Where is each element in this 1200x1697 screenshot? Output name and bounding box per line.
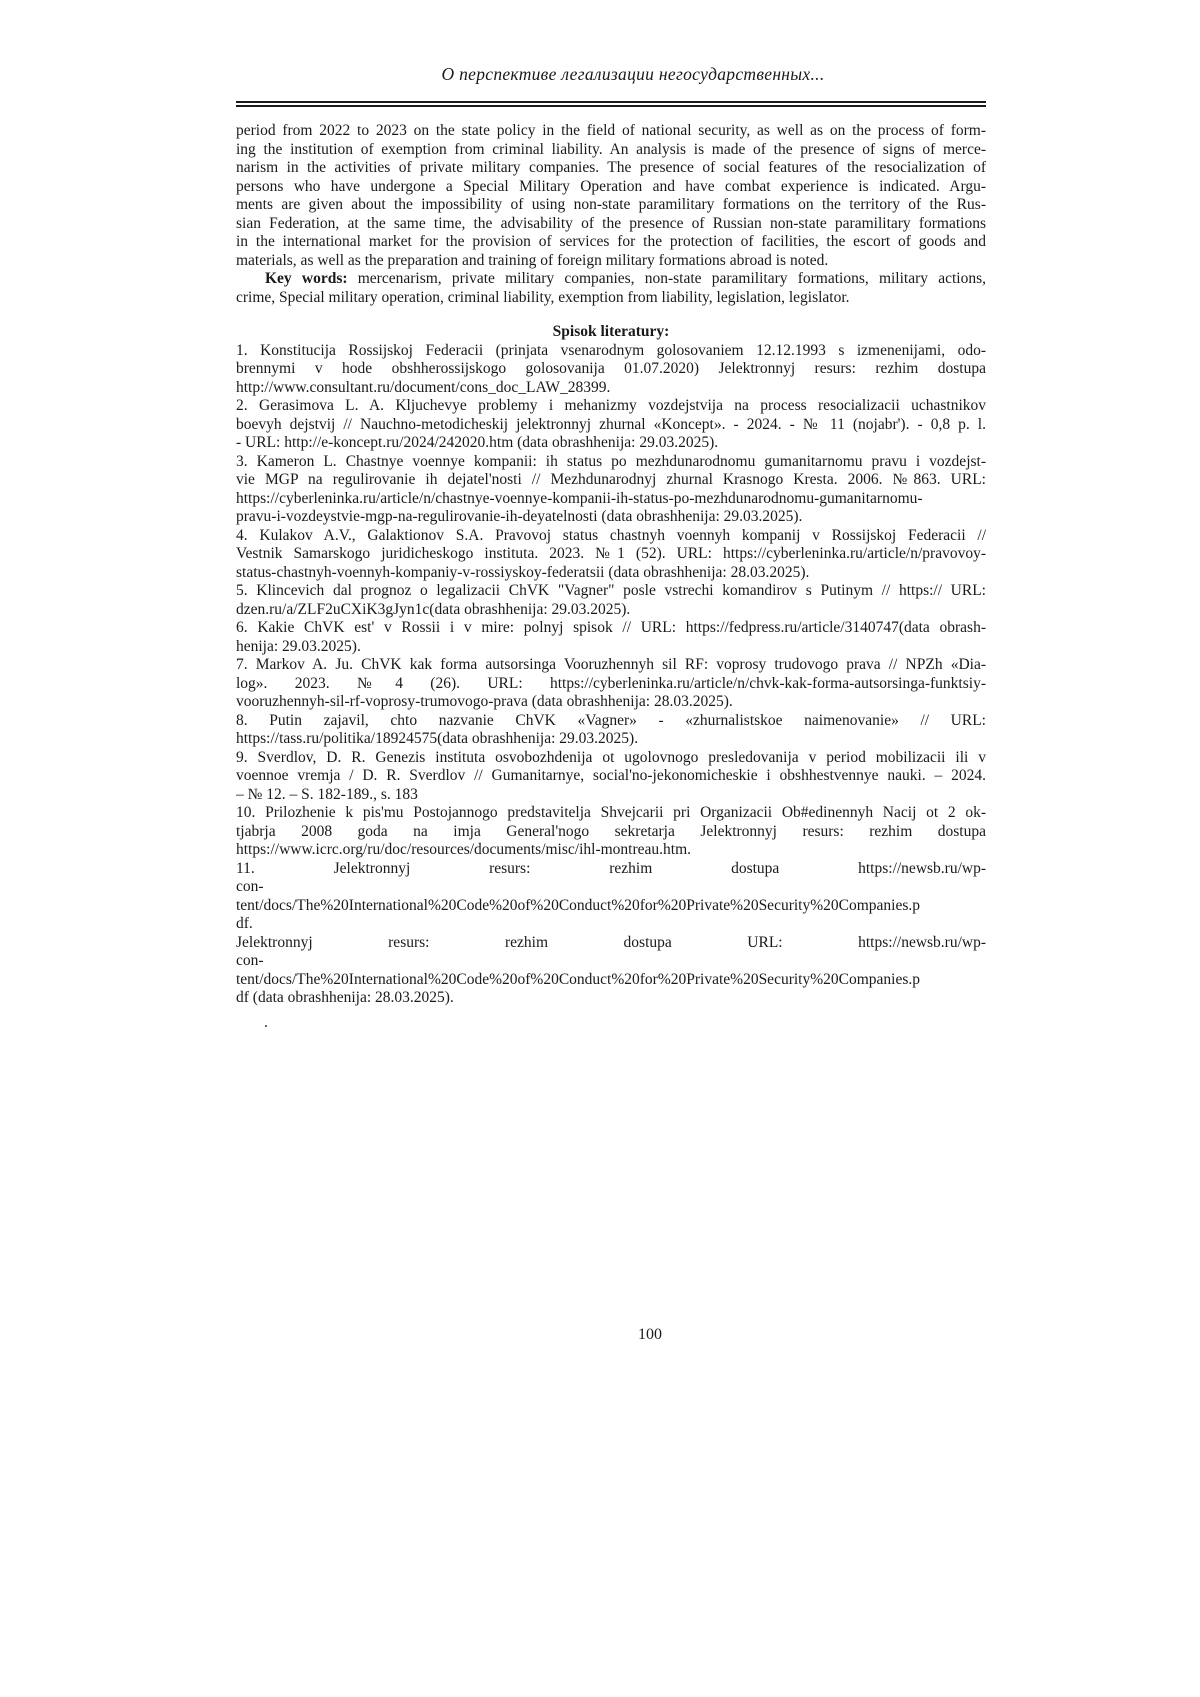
- reference-line: pravu-i-vozdeystvie-mgp-na-regulirovanie-ih-deyatelnosti (data obrashhenija: 29.03.2025).: [236, 508, 803, 525]
- reference-line: log». 2023. №4 (26). URL: https://cyberleninka.ru/article/n/chvk-kak-forma-autsorsinga-funktsiy-: [236, 674, 986, 692]
- reference-line: con-: [236, 952, 264, 969]
- reference-line: 5. Klincevich dal prognoz o legalizacii ChVK "Vagner" posle vstrechi komandirov s Putinym // https:// URL:: [236, 582, 986, 599]
- keywords-text: mercenarism, private military companies, non-state paramilitary formations, military actions,: [347, 270, 986, 287]
- reference-item-8: [236, 712, 986, 749]
- keywords-paragraph: [236, 270, 986, 307]
- reference-line: tent/docs/The%20International%20Code%20of%20Conduct%20for%20Private%20Security%20Companies.p: [236, 970, 920, 988]
- abstract-paragraph: [236, 122, 986, 270]
- reference-line: – № 12. – S. 182-189., s. 183: [236, 785, 418, 803]
- text-line: narism in the activities of private military companies. The presence of social features of the resocialization of: [236, 159, 986, 176]
- reference-line: - URL: http://e-koncept.ru/2024/242020.htm (data obrashhenija: 29.03.2025).: [236, 434, 719, 451]
- text-line: in the international market for the provision of services for the protection of facilities, the escort of goods and: [236, 233, 986, 250]
- references-list: [236, 342, 986, 1008]
- reference-line: 7. Markov A. Ju. ChVK kak forma autsorsinga Vooruzhennyh sil RF: voprosy trudovogo prava // NPZh «Dia-: [236, 656, 986, 673]
- reference-item-9: [236, 749, 986, 805]
- keywords-label: Key words:: [265, 270, 348, 287]
- reference-line: Jelektronnyj resurs: rezhim dostupa URL: https://newsb.ru/wp-: [236, 933, 986, 951]
- keywords-line-2: crime, Special military operation, criminal liability, exemption from liability, legislation, legislator.: [236, 288, 850, 306]
- reference-line: dzen.ru/a/ZLF2uCXiK3gJyn1c(data obrashhenija: 29.03.2025).: [236, 600, 631, 618]
- header-divider-double-rule: [236, 101, 986, 107]
- trailing-dot: .: [264, 1013, 268, 1031]
- reference-item-2: [236, 397, 986, 453]
- reference-line: 6. Kakie ChVK est' v Rossii i v mire: polnyj spisok // URL: https://fedpress.ru/article/3140747(data obrash-: [236, 619, 986, 636]
- reference-line: status-chastnyh-voennyh-kompaniy-v-rossiyskoy-federatsii (data obrashhenija: 28.03.2025).: [236, 563, 810, 581]
- text-line: period from 2022 to 2023 on the state policy in the field of national security, as well as on the process of form-: [236, 122, 986, 139]
- reference-line: 2. Gerasimova L. A. Kljuchevye problemy i mehanizmy vozdejstvija na process resocializacii uchastnikov: [236, 397, 986, 414]
- page-body: [236, 122, 986, 1032]
- reference-line: tjabrja 2008 goda na imja General'nogo sekretarja Jelektronnyj resurs: rezhim dostupa: [236, 822, 986, 840]
- reference-line: con-: [236, 878, 264, 895]
- reference-item-7: [236, 656, 986, 712]
- reference-line: 4. Kulakov A.V., Galaktionov S.A. Pravovoj status chastnyh voennyh kompanij v Rossijskoj Federacii //: [236, 526, 986, 544]
- reference-line: 1. Konstitucija Rossijskoj Federacii (prinjata vsenarodnym golosovaniem 12.12.1993 s izmenenijami, odo-: [236, 341, 986, 359]
- reference-line: https://www.icrc.org/ru/doc/resources/documents/misc/ihl-montreau.htm.: [236, 841, 692, 858]
- reference-line: brennymi v hode obshherossijskogo golosovanija 01.07.2020) Jelektronnyj resurs: rezhim dostupa: [236, 360, 986, 377]
- reference-item-4: [236, 527, 986, 583]
- reference-line: boevyh dejstvij // Nauchno-metodicheskij jelektronnyj zhurnal «Koncept». - 2024. - № 11 (nojabr'). - 0,8 p. l.: [236, 415, 986, 433]
- reference-line: df.: [236, 915, 253, 932]
- reference-item-1: [236, 342, 986, 398]
- reference-item-5: [236, 582, 986, 619]
- reference-line: 9. Sverdlov, D. R. Genezis instituta osvobozhdenija ot ugolovnogo presledovanija v period mobilizacii ili v: [236, 748, 986, 766]
- reference-line: tent/docs/The%20International%20Code%20of%20Conduct%20for%20Private%20Security%20Companies.p: [236, 896, 920, 914]
- reference-line: 8. Putin zajavil, chto nazvanie ChVK «Vagner» - «zhurnalistskoe naimenovanie» // URL:: [236, 711, 986, 729]
- reference-item-3: [236, 453, 986, 527]
- reference-line: henija: 29.03.2025).: [236, 637, 361, 655]
- reference-line: voennoe vremja / D. R. Sverdlov // Gumanitarnye, social'no-jekonomicheskie i obshhestvennye nauki. – 2024.: [236, 767, 986, 784]
- reference-line: Vestnik Samarskogo juridicheskogo instituta. 2023. №1 (52). URL: https://cyberleninka.ru/article/n/pravovoy-: [236, 545, 986, 562]
- reference-line: 11. Jelektronnyj resurs: rezhim dostupa https://newsb.ru/wp-: [236, 859, 986, 877]
- reference-item-11: [236, 860, 986, 1008]
- keywords-line-1: [236, 270, 986, 289]
- reference-line: vooruzhennyh-sil-rf-voprosy-trumovogo-prava (data obrashhenija: 28.03.2025).: [236, 693, 733, 710]
- references-heading: Spisok literatury:: [552, 323, 670, 340]
- running-head-title: О перспективе легализации негосударственных...: [441, 64, 825, 84]
- reference-line: vie MGP na regulirovanie ih dejatel'nosti // Mezhdunarodnyj zhurnal Krasnogo Kresta. 2006. №863. URL:: [236, 471, 986, 488]
- reference-item-6: [236, 619, 986, 656]
- reference-line: 10. Prilozhenie k pis'mu Postojannogo predstavitelja Shvejcarii pri Organizacii Ob#edinennyh Nacij ot 2 ok-: [236, 804, 986, 821]
- reference-line: http://www.consultant.ru/document/cons_doc_LAW_28399.: [236, 378, 611, 396]
- text-line: ments are given about the impossibility of using non-state paramilitary formations on the territory of the Rus-: [236, 196, 986, 213]
- text-line: materials, as well as the preparation and training of foreign military formations abroad is noted.: [236, 251, 829, 269]
- reference-line: 3. Kameron L. Chastnye voennye kompanii: ih status po mezhdunarodnomu gumanitarnomu pravu i vozdejst-: [236, 452, 986, 470]
- text-line: sian Federation, at the same time, the advisability of the presence of Russian non-state paramilitary formations: [236, 214, 986, 232]
- reference-line: https://tass.ru/politika/18924575(data obrashhenija: 29.03.2025).: [236, 730, 639, 747]
- reference-item-10: [236, 804, 986, 860]
- reference-line: df (data obrashhenija: 28.03.2025).: [236, 989, 454, 1006]
- text-line: ing the institution of exemption from criminal liability. An analysis is made of the presence of signs of merce-: [236, 140, 986, 158]
- reference-line: https://cyberleninka.ru/article/n/chastnye-voennye-kompanii-ih-status-po-mezhdunarodnomu-gumanitarnomu-: [236, 489, 923, 507]
- page-number: 100: [638, 1326, 662, 1343]
- text-line: persons who have undergone a Special Military Operation and have combat experience is indicated. Argu-: [236, 177, 986, 195]
